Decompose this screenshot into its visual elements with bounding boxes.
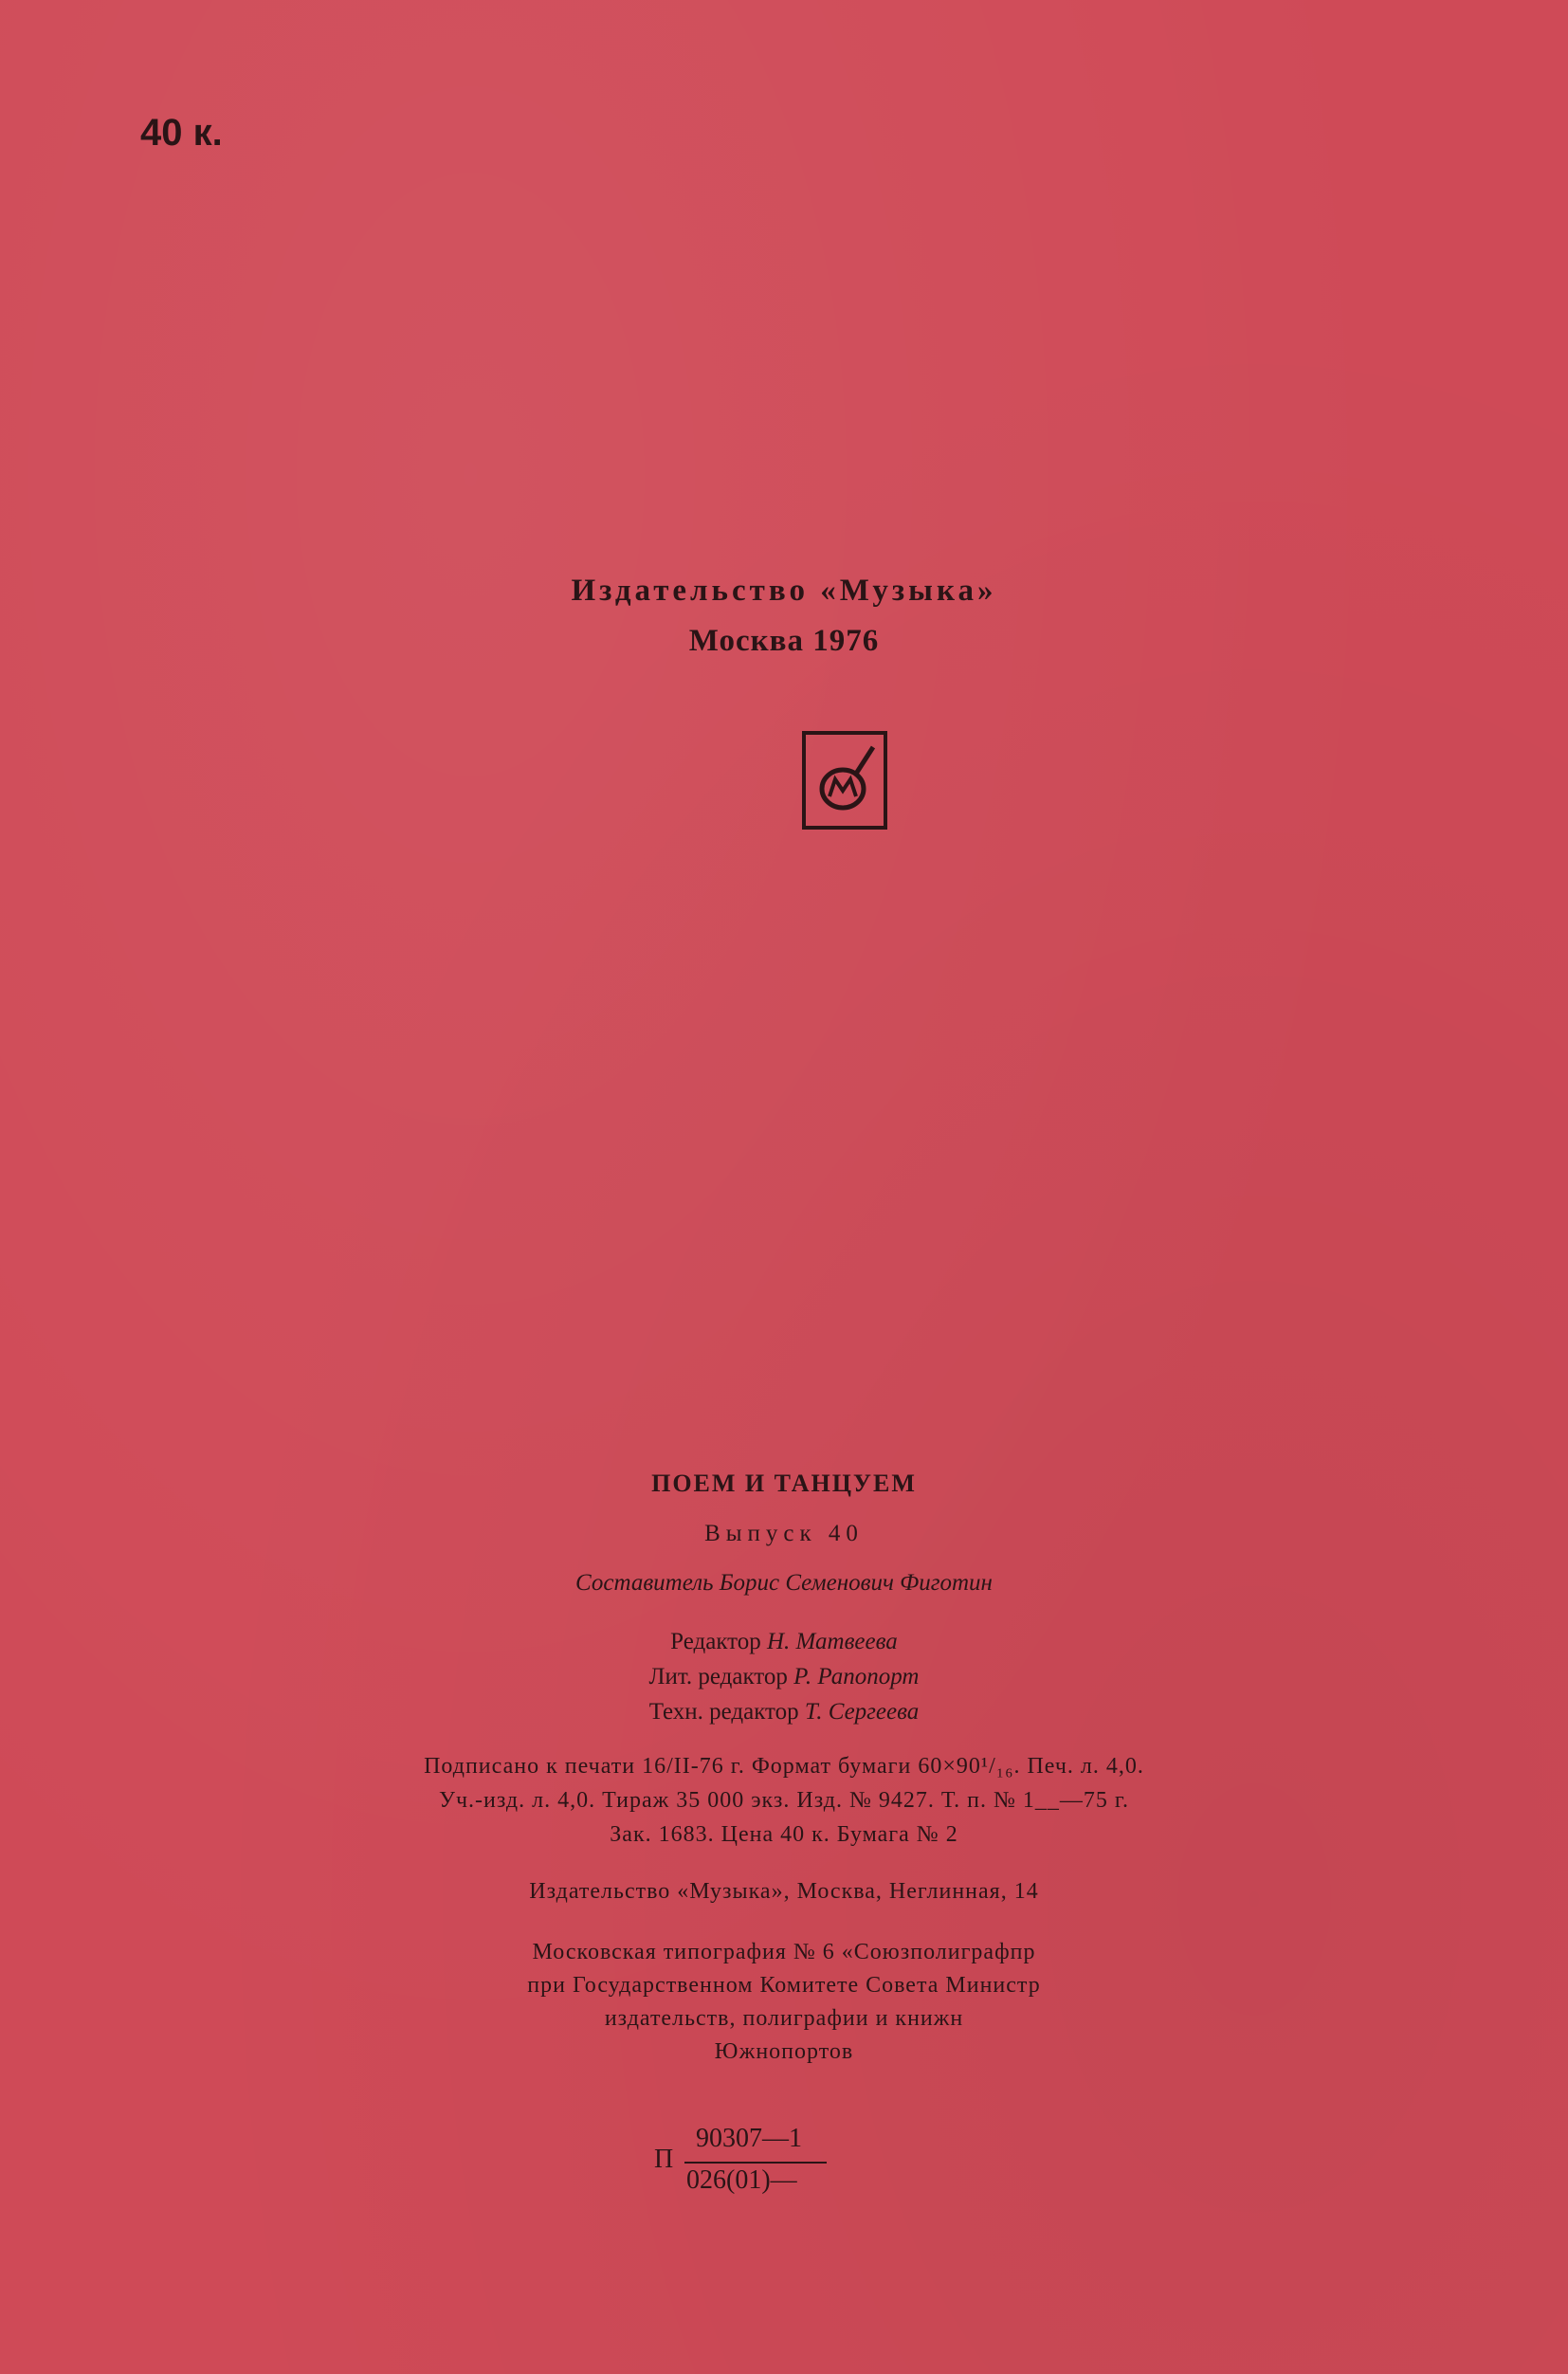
literary-editor-line (0, 1664, 1568, 1690)
catalog-code-numerator: 90307—1 (696, 2124, 802, 2153)
price-label: 40 к. (140, 112, 223, 154)
catalog-code-denominator: 026(01)— (686, 2165, 797, 2195)
editor-name: Н. Матвеева (767, 1629, 898, 1654)
printer-line: Московская типография № 6 «Союзполиграфпр (532, 1940, 1036, 1964)
issue-number: Выпуск 40 (704, 1521, 864, 1546)
editor-role: Техн. редактор (648, 1699, 799, 1725)
editor-name: Т. Сергеева (804, 1699, 920, 1725)
catalog-code-prefix: П (654, 2145, 674, 2174)
printer-line: издательств, полиграфии и книжн (604, 2006, 964, 2031)
imprint-line: Уч.-изд. л. 4,0. Тираж 35 000 экз. Изд. № 9427. Т. п. № 1__—75 г. (438, 1788, 1130, 1813)
publisher-address: Издательство «Музыка», Москва, Неглинная, 14 (529, 1879, 1039, 1904)
city-year: Москва 1976 (688, 624, 880, 658)
editor-line (0, 1629, 1568, 1655)
technical-editor-line (0, 1699, 1568, 1726)
printer-line: Южнопортов (714, 2039, 854, 2064)
fraction-line (684, 2162, 827, 2164)
editor-role: Лит. редактор (648, 1664, 788, 1689)
compiler-line: Составитель Борис Семенович Фиготин (575, 1570, 993, 1596)
muzyka-publisher-logo-icon (801, 730, 888, 831)
printer-line: при Государственном Комитете Совета Министр (527, 1973, 1041, 1998)
book-title: ПОЕМ И ТАНЦУЕМ (651, 1470, 917, 1497)
editor-role: Редактор (670, 1629, 761, 1654)
publisher-name: Издательство «Музыка» (571, 574, 997, 608)
imprint-line: Зак. 1683. Цена 40 к. Бумага № 2 (610, 1822, 958, 1847)
editor-name: Р. Рапопорт (793, 1664, 920, 1689)
imprint-line: Подписано к печати 16/II-76 г. Формат бумаги 60×90¹/₁₆. Печ. л. 4,0. (424, 1754, 1144, 1779)
